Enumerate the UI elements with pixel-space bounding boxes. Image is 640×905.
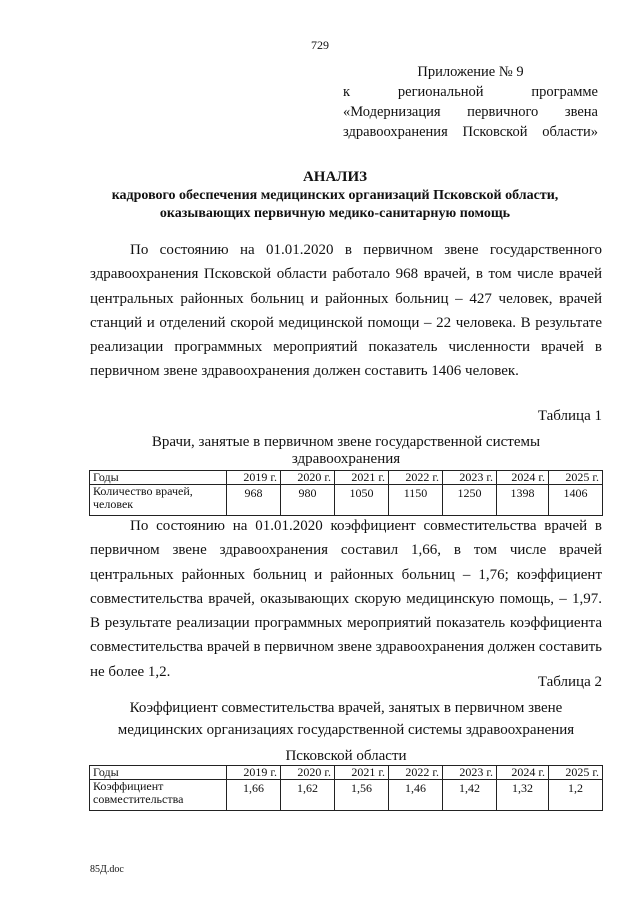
table-1-header-cell: 2024 г. bbox=[497, 471, 549, 485]
table-2-header-cell: 2024 г. bbox=[497, 766, 549, 780]
table-1-cell: 1398 bbox=[497, 485, 549, 516]
table-1-row-label: Количество врачей, человек bbox=[90, 485, 227, 516]
document-subtitle bbox=[70, 187, 600, 223]
appendix-block bbox=[343, 62, 598, 142]
appendix-line-3: здравоохранения Псковской области» bbox=[343, 124, 598, 140]
table-2-cell: 1,32 bbox=[497, 780, 549, 811]
subtitle-line-2: оказывающих первичную медико-санитарную помощь bbox=[159, 206, 511, 221]
table-2-row bbox=[90, 780, 603, 811]
table-1-header-cell: 2023 г. bbox=[443, 471, 497, 485]
table-2-cell: 1,62 bbox=[281, 780, 335, 811]
table-2-title-line-1: Коэффициент совместительства врачей, занятых в первичном звене bbox=[129, 700, 563, 716]
table-2-title-line-3: Псковской области bbox=[285, 748, 407, 764]
table-1-title-line-2: здравоохранения bbox=[291, 451, 401, 467]
table-2-title bbox=[90, 697, 602, 767]
table-2-header-cell: 2025 г. bbox=[549, 766, 603, 780]
table-1-header-cell: Годы bbox=[90, 471, 227, 485]
table-2-cell: 1,46 bbox=[389, 780, 443, 811]
table-1-header-cell: 2025 г. bbox=[549, 471, 603, 485]
table-2-header-cell: 2019 г. bbox=[227, 766, 281, 780]
table-1-header-cell: 2020 г. bbox=[281, 471, 335, 485]
paragraph-2-text: По состоянию на 01.01.2020 коэффициент совместительства врачей в первичном звене здравоохранения составил 1,66, в том числе врачей центральных районных больниц и районных больниц – 1,76; коэффициент совместительства врачей, оказывающих скорую медицинскую помощь, – 1,97. В результате реализации программных мероприятий показатель коэффициента совместительства врачей в первичном звене здравоохранения должен составить не более 1,2. bbox=[90, 518, 602, 680]
table-2-header-cell: Годы bbox=[90, 766, 227, 780]
table-1-header-cell: 2022 г. bbox=[389, 471, 443, 485]
table-1-cell: 1406 bbox=[549, 485, 603, 516]
table-2-header-cell: 2022 г. bbox=[389, 766, 443, 780]
table-2-cell: 1,42 bbox=[443, 780, 497, 811]
table-2 bbox=[89, 765, 603, 811]
table-2-header-cell: 2020 г. bbox=[281, 766, 335, 780]
table-1-header-cell: 2021 г. bbox=[335, 471, 389, 485]
table-2-cell: 1,2 bbox=[549, 780, 603, 811]
document-title: АНАЛИЗ bbox=[302, 169, 368, 185]
paragraph-1-text: По состоянию на 01.01.2020 в первичном звене государственного здравоохранения Псковской области работало 968 врачей, в том числе врачей центральных районных больниц и районных больниц – 427 человек, врачей станций и отделений скорой медицинской помощи – 22 человека. В результате реализации программных мероприятий показатель численности врачей в первичном звене здравоохранения должен составить 1406 человек. bbox=[90, 242, 602, 380]
paragraph-1 bbox=[90, 238, 602, 384]
footer-filename: 85Д.doc bbox=[90, 864, 124, 875]
table-2-title-line-2: медицинских организациях государственной системы здравоохранения bbox=[117, 722, 575, 738]
appendix-line-1: к региональной программе bbox=[343, 84, 598, 100]
table-1-header-cell: 2019 г. bbox=[227, 471, 281, 485]
page-number: 729 bbox=[311, 38, 329, 52]
table-2-cell: 1,66 bbox=[227, 780, 281, 811]
subtitle-line-1: кадрового обеспечения медицинских организаций Псковской области, bbox=[111, 188, 559, 203]
table-1-header-row bbox=[90, 471, 603, 485]
table-1-title-line-1: Врачи, занятые в первичном звене государственной системы bbox=[151, 434, 541, 450]
table-1 bbox=[89, 470, 603, 516]
table-2-header-cell: 2021 г. bbox=[335, 766, 389, 780]
appendix-line-2: «Модернизация первичного звена bbox=[343, 104, 598, 120]
table-1-cell: 1250 bbox=[443, 485, 497, 516]
paragraph-2 bbox=[90, 514, 602, 684]
table-1-number: Таблица 1 bbox=[537, 408, 602, 424]
table-2-number: Таблица 2 bbox=[537, 674, 602, 690]
table-2-cell: 1,56 bbox=[335, 780, 389, 811]
table-2-header-cell: 2023 г. bbox=[443, 766, 497, 780]
table-1-row bbox=[90, 485, 603, 516]
table-2-row-label: Коэффициент совместительства bbox=[90, 780, 227, 811]
table-1-title bbox=[90, 432, 602, 466]
table-1-cell: 968 bbox=[227, 485, 281, 516]
table-1-cell: 980 bbox=[281, 485, 335, 516]
table-1-cell: 1050 bbox=[335, 485, 389, 516]
table-1-cell: 1150 bbox=[389, 485, 443, 516]
appendix-title: Приложение № 9 bbox=[417, 64, 524, 80]
table-2-header-row bbox=[90, 766, 603, 780]
